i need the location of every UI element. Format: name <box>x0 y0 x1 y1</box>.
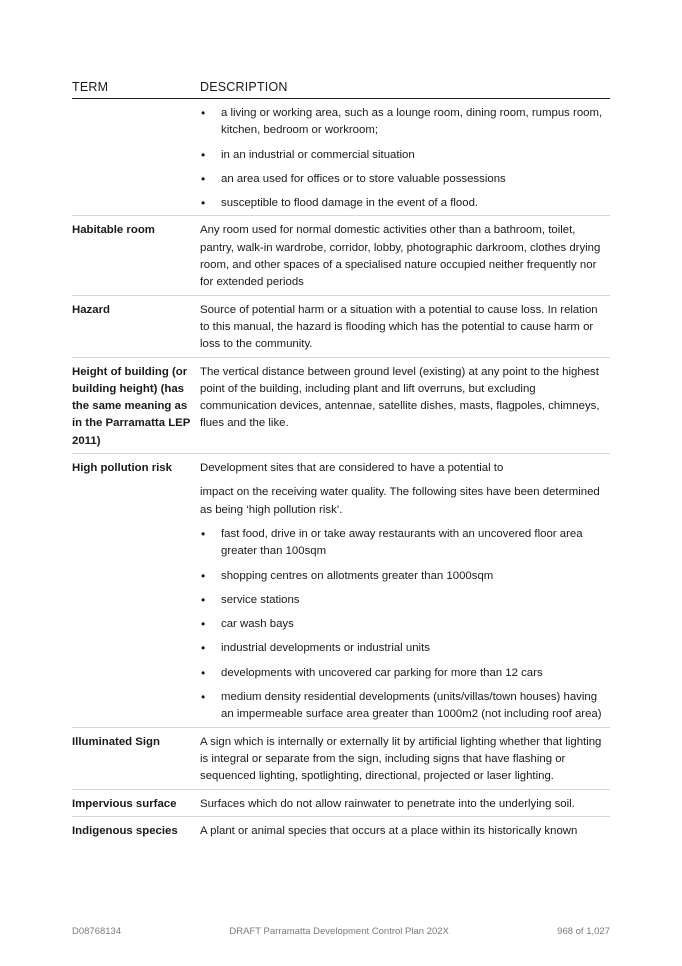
description-paragraph: Development sites that are considered to have a potential to <box>200 462 504 475</box>
table-row-continuation <box>72 99 610 216</box>
list-item: • shopping centres on allotments greater than 1000sqm <box>200 568 610 585</box>
term-cell: Height of building (or building height) (has the same meaning as in the Parramatta LEP 2011) <box>72 357 200 453</box>
description-cell: Any room used for normal domestic activities other than a bathroom, toilet, pantry, walk-in wardrobe, corridor, lobby, photographic darkroom, clothes drying room, and other spaces of a specialised nature occupied neither frequently nor for extended periods <box>200 216 610 295</box>
list-item: • industrial developments or industrial units <box>200 640 610 657</box>
list-item: • developments with uncovered car parking for more than 12 cars <box>200 665 610 682</box>
term-cell-empty <box>72 99 200 216</box>
footer-doc-title: DRAFT Parramatta Development Control Plan 202X <box>229 926 449 937</box>
table-row-impervious-surface <box>72 789 610 816</box>
term-cell: Hazard <box>72 295 200 357</box>
table-row-hazard <box>72 295 610 357</box>
term-cell: Habitable room <box>72 216 200 295</box>
table-row-habitable-room <box>72 216 610 295</box>
bullet-list <box>200 526 610 724</box>
description-cell: Source of potential harm or a situation with a potential to cause loss. In relation to this manual, the hazard is flooding which has the potential to cause harm or loss to the community. <box>200 295 610 357</box>
list-item: • in an industrial or commercial situation <box>200 147 610 164</box>
description-cell: The vertical distance between ground level (existing) at any point to the highest point of the building, including plant and lift overruns, but excluding communication devices, antennae, satellite dishes, masts, flagpoles, chimneys, flues and the like. <box>200 357 610 453</box>
list-item: • medium density residential developments (units/villas/town houses) having an impermeable surface area greater than 1000m2 (not including roof area) <box>200 689 610 724</box>
list-item: • fast food, drive in or take away restaurants with an uncovered floor area greater than 100sqm <box>200 526 610 561</box>
footer-page-number: 968 of 1,027 <box>557 926 610 937</box>
list-item: • car wash bays <box>200 616 610 633</box>
table-row-high-pollution-risk <box>72 454 610 728</box>
list-item: • an area used for offices or to store valuable possessions <box>200 171 610 188</box>
column-header-term: TERM <box>72 78 200 99</box>
glossary-table <box>72 78 610 843</box>
description-cell: A sign which is internally or externally lit by artificial lighting whether that lighting is integral or separate from the sign, including signs that have flashing or sequenced lighting, spotlighting, directional, projected or laser lighting. <box>200 727 610 789</box>
list-item: • service stations <box>200 592 610 609</box>
description-cell <box>200 99 610 216</box>
glossary-page <box>72 78 610 843</box>
description-cell <box>200 454 610 728</box>
list-item: • a living or working area, such as a lounge room, dining room, rumpus room, kitchen, bedroom or workroom; <box>200 105 610 140</box>
page-footer <box>72 926 610 937</box>
footer-doc-id: D08768134 <box>72 926 122 937</box>
table-row-height-of-building <box>72 357 610 453</box>
description-cell: Surfaces which do not allow rainwater to penetrate into the underlying soil. <box>200 789 610 816</box>
table-header-row <box>72 78 610 99</box>
table-row-illuminated-sign <box>72 727 610 789</box>
term-cell: Indigenous species <box>72 824 178 837</box>
column-header-description: DESCRIPTION <box>200 78 610 99</box>
bullet-list <box>200 105 610 212</box>
table-row-indigenous-species <box>72 816 610 843</box>
list-item: • susceptible to flood damage in the event of a flood. <box>200 195 610 212</box>
description-cell: A plant or animal species that occurs at a place within its historically known <box>200 824 578 837</box>
description-paragraph: impact on the receiving water quality. The following sites have been determined as being ‘high pollution risk’. <box>200 486 600 516</box>
term-cell: High pollution risk <box>72 454 200 728</box>
term-cell: Impervious surface <box>72 789 200 816</box>
term-cell: Illuminated Sign <box>72 727 200 789</box>
